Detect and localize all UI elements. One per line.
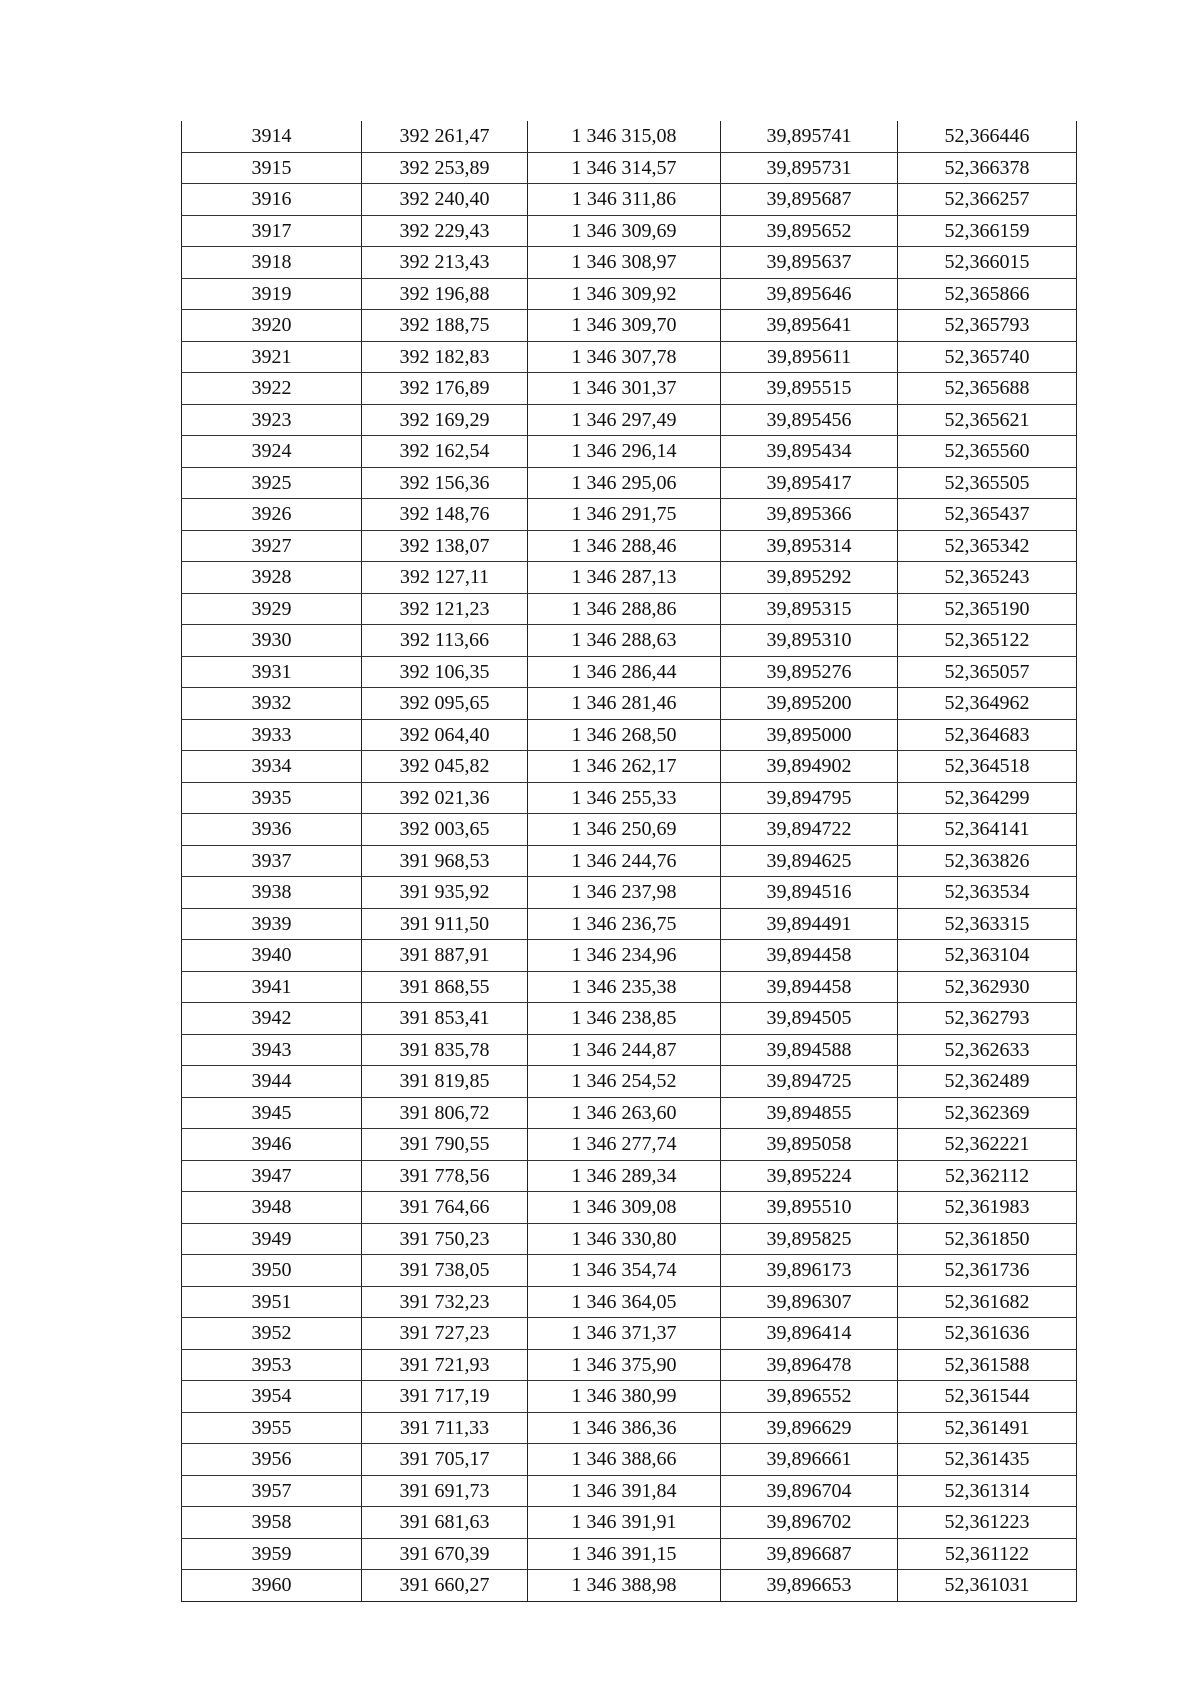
latitude-cell: 52,365688: [898, 373, 1077, 405]
latitude-cell: 52,364683: [898, 719, 1077, 751]
table-row: [182, 782, 1077, 814]
latitude-cell: 52,365866: [898, 278, 1077, 310]
latitude-cell: 52,365342: [898, 530, 1077, 562]
x-coordinate-cell: 392 162,54: [362, 436, 528, 468]
y-coordinate-cell: 1 346 237,98: [528, 877, 721, 909]
y-coordinate-cell: 1 346 295,06: [528, 467, 721, 499]
latitude-cell: 52,362369: [898, 1097, 1077, 1129]
x-coordinate-cell: 392 064,40: [362, 719, 528, 751]
longitude-cell: 39,895224: [721, 1160, 898, 1192]
longitude-cell: 39,896552: [721, 1381, 898, 1413]
point-number-cell: 3958: [182, 1507, 362, 1539]
longitude-cell: 39,895456: [721, 404, 898, 436]
point-number-cell: 3933: [182, 719, 362, 751]
y-coordinate-cell: 1 346 388,98: [528, 1570, 721, 1602]
y-coordinate-cell: 1 346 309,92: [528, 278, 721, 310]
y-coordinate-cell: 1 346 255,33: [528, 782, 721, 814]
y-coordinate-cell: 1 346 288,46: [528, 530, 721, 562]
y-coordinate-cell: 1 346 297,49: [528, 404, 721, 436]
point-number-cell: 3923: [182, 404, 362, 436]
table-row: [182, 1286, 1077, 1318]
table-row: [182, 656, 1077, 688]
x-coordinate-cell: 391 835,78: [362, 1034, 528, 1066]
point-number-cell: 3932: [182, 688, 362, 720]
y-coordinate-cell: 1 346 380,99: [528, 1381, 721, 1413]
latitude-cell: 52,365740: [898, 341, 1077, 373]
x-coordinate-cell: 392 003,65: [362, 814, 528, 846]
longitude-cell: 39,896478: [721, 1349, 898, 1381]
latitude-cell: 52,365057: [898, 656, 1077, 688]
longitude-cell: 39,894458: [721, 971, 898, 1003]
x-coordinate-cell: 392 095,65: [362, 688, 528, 720]
latitude-cell: 52,363534: [898, 877, 1077, 909]
point-number-cell: 3921: [182, 341, 362, 373]
x-coordinate-cell: 391 670,39: [362, 1538, 528, 1570]
table-row: [182, 1160, 1077, 1192]
point-number-cell: 3944: [182, 1066, 362, 1098]
latitude-cell: 52,364962: [898, 688, 1077, 720]
x-coordinate-cell: 391 935,92: [362, 877, 528, 909]
table-row: [182, 467, 1077, 499]
x-coordinate-cell: 392 156,36: [362, 467, 528, 499]
point-number-cell: 3941: [182, 971, 362, 1003]
y-coordinate-cell: 1 346 311,86: [528, 184, 721, 216]
point-number-cell: 3916: [182, 184, 362, 216]
table-row: [182, 625, 1077, 657]
latitude-cell: 52,365190: [898, 593, 1077, 625]
latitude-cell: 52,366378: [898, 152, 1077, 184]
latitude-cell: 52,365437: [898, 499, 1077, 531]
table-row: [182, 1507, 1077, 1539]
y-coordinate-cell: 1 346 234,96: [528, 940, 721, 972]
latitude-cell: 52,365243: [898, 562, 1077, 594]
x-coordinate-cell: 391 705,17: [362, 1444, 528, 1476]
table-row: [182, 1412, 1077, 1444]
y-coordinate-cell: 1 346 288,63: [528, 625, 721, 657]
point-number-cell: 3922: [182, 373, 362, 405]
y-coordinate-cell: 1 346 330,80: [528, 1223, 721, 1255]
longitude-cell: 39,896629: [721, 1412, 898, 1444]
table-row: [182, 436, 1077, 468]
y-coordinate-cell: 1 346 254,52: [528, 1066, 721, 1098]
longitude-cell: 39,896687: [721, 1538, 898, 1570]
longitude-cell: 39,895434: [721, 436, 898, 468]
x-coordinate-cell: 391 887,91: [362, 940, 528, 972]
point-number-cell: 3929: [182, 593, 362, 625]
longitude-cell: 39,896653: [721, 1570, 898, 1602]
x-coordinate-cell: 391 790,55: [362, 1129, 528, 1161]
longitude-cell: 39,895200: [721, 688, 898, 720]
x-coordinate-cell: 392 213,43: [362, 247, 528, 279]
longitude-cell: 39,895652: [721, 215, 898, 247]
x-coordinate-cell: 392 121,23: [362, 593, 528, 625]
x-coordinate-cell: 392 138,07: [362, 530, 528, 562]
longitude-cell: 39,895292: [721, 562, 898, 594]
x-coordinate-cell: 391 853,41: [362, 1003, 528, 1035]
longitude-cell: 39,894855: [721, 1097, 898, 1129]
table-row: [182, 184, 1077, 216]
x-coordinate-cell: 391 968,53: [362, 845, 528, 877]
x-coordinate-cell: 392 176,89: [362, 373, 528, 405]
point-number-cell: 3935: [182, 782, 362, 814]
point-number-cell: 3959: [182, 1538, 362, 1570]
table-row: [182, 373, 1077, 405]
y-coordinate-cell: 1 346 309,08: [528, 1192, 721, 1224]
longitude-cell: 39,894625: [721, 845, 898, 877]
table-row: [182, 814, 1077, 846]
y-coordinate-cell: 1 346 309,70: [528, 310, 721, 342]
table-row: [182, 908, 1077, 940]
latitude-cell: 52,366159: [898, 215, 1077, 247]
longitude-cell: 39,894795: [721, 782, 898, 814]
x-coordinate-cell: 392 261,47: [362, 121, 528, 152]
point-number-cell: 3940: [182, 940, 362, 972]
table-row: [182, 121, 1077, 152]
table-row: [182, 247, 1077, 279]
point-number-cell: 3928: [182, 562, 362, 594]
point-number-cell: 3953: [182, 1349, 362, 1381]
x-coordinate-cell: 392 113,66: [362, 625, 528, 657]
table-row: [182, 152, 1077, 184]
y-coordinate-cell: 1 346 307,78: [528, 341, 721, 373]
table-row: [182, 1192, 1077, 1224]
x-coordinate-cell: 392 253,89: [362, 152, 528, 184]
point-number-cell: 3943: [182, 1034, 362, 1066]
latitude-cell: 52,363826: [898, 845, 1077, 877]
longitude-cell: 39,896704: [721, 1475, 898, 1507]
table-row: [182, 1538, 1077, 1570]
y-coordinate-cell: 1 346 386,36: [528, 1412, 721, 1444]
y-coordinate-cell: 1 346 315,08: [528, 121, 721, 152]
longitude-cell: 39,894458: [721, 940, 898, 972]
table-row: [182, 562, 1077, 594]
point-number-cell: 3952: [182, 1318, 362, 1350]
point-number-cell: 3930: [182, 625, 362, 657]
y-coordinate-cell: 1 346 238,85: [528, 1003, 721, 1035]
x-coordinate-cell: 392 148,76: [362, 499, 528, 531]
table-row: [182, 688, 1077, 720]
coordinates-table-body: [182, 121, 1077, 1601]
x-coordinate-cell: 392 106,35: [362, 656, 528, 688]
x-coordinate-cell: 391 868,55: [362, 971, 528, 1003]
point-number-cell: 3934: [182, 751, 362, 783]
point-number-cell: 3951: [182, 1286, 362, 1318]
latitude-cell: 52,361736: [898, 1255, 1077, 1287]
y-coordinate-cell: 1 346 296,14: [528, 436, 721, 468]
latitude-cell: 52,365505: [898, 467, 1077, 499]
table-row: [182, 1066, 1077, 1098]
y-coordinate-cell: 1 346 286,44: [528, 656, 721, 688]
table-row: [182, 1223, 1077, 1255]
longitude-cell: 39,895741: [721, 121, 898, 152]
latitude-cell: 52,361435: [898, 1444, 1077, 1476]
point-number-cell: 3915: [182, 152, 362, 184]
latitude-cell: 52,366257: [898, 184, 1077, 216]
x-coordinate-cell: 392 240,40: [362, 184, 528, 216]
longitude-cell: 39,895646: [721, 278, 898, 310]
longitude-cell: 39,895510: [721, 1192, 898, 1224]
x-coordinate-cell: 391 778,56: [362, 1160, 528, 1192]
y-coordinate-cell: 1 346 263,60: [528, 1097, 721, 1129]
point-number-cell: 3937: [182, 845, 362, 877]
point-number-cell: 3924: [182, 436, 362, 468]
table-row: [182, 499, 1077, 531]
longitude-cell: 39,896661: [721, 1444, 898, 1476]
x-coordinate-cell: 392 127,11: [362, 562, 528, 594]
y-coordinate-cell: 1 346 288,86: [528, 593, 721, 625]
point-number-cell: 3956: [182, 1444, 362, 1476]
y-coordinate-cell: 1 346 287,13: [528, 562, 721, 594]
table-row: [182, 593, 1077, 625]
coordinates-table: [181, 121, 1077, 1602]
table-row: [182, 404, 1077, 436]
table-row: [182, 1475, 1077, 1507]
x-coordinate-cell: 391 806,72: [362, 1097, 528, 1129]
y-coordinate-cell: 1 346 250,69: [528, 814, 721, 846]
longitude-cell: 39,895000: [721, 719, 898, 751]
latitude-cell: 52,362633: [898, 1034, 1077, 1066]
latitude-cell: 52,361122: [898, 1538, 1077, 1570]
longitude-cell: 39,896307: [721, 1286, 898, 1318]
y-coordinate-cell: 1 346 371,37: [528, 1318, 721, 1350]
y-coordinate-cell: 1 346 268,50: [528, 719, 721, 751]
longitude-cell: 39,895687: [721, 184, 898, 216]
latitude-cell: 52,363104: [898, 940, 1077, 972]
table-row: [182, 1318, 1077, 1350]
table-row: [182, 1349, 1077, 1381]
x-coordinate-cell: 392 045,82: [362, 751, 528, 783]
y-coordinate-cell: 1 346 291,75: [528, 499, 721, 531]
y-coordinate-cell: 1 346 375,90: [528, 1349, 721, 1381]
table-row: [182, 341, 1077, 373]
x-coordinate-cell: 392 169,29: [362, 404, 528, 436]
table-row: [182, 278, 1077, 310]
longitude-cell: 39,895276: [721, 656, 898, 688]
point-number-cell: 3939: [182, 908, 362, 940]
y-coordinate-cell: 1 346 308,97: [528, 247, 721, 279]
latitude-cell: 52,366446: [898, 121, 1077, 152]
y-coordinate-cell: 1 346 314,57: [528, 152, 721, 184]
table-row: [182, 1381, 1077, 1413]
latitude-cell: 52,362930: [898, 971, 1077, 1003]
x-coordinate-cell: 391 721,93: [362, 1349, 528, 1381]
table-row: [182, 751, 1077, 783]
y-coordinate-cell: 1 346 391,91: [528, 1507, 721, 1539]
y-coordinate-cell: 1 346 244,76: [528, 845, 721, 877]
latitude-cell: 52,365122: [898, 625, 1077, 657]
table-row: [182, 940, 1077, 972]
longitude-cell: 39,895417: [721, 467, 898, 499]
point-number-cell: 3914: [182, 121, 362, 152]
x-coordinate-cell: 392 021,36: [362, 782, 528, 814]
point-number-cell: 3950: [182, 1255, 362, 1287]
y-coordinate-cell: 1 346 391,84: [528, 1475, 721, 1507]
latitude-cell: 52,365621: [898, 404, 1077, 436]
point-number-cell: 3947: [182, 1160, 362, 1192]
point-number-cell: 3954: [182, 1381, 362, 1413]
longitude-cell: 39,895611: [721, 341, 898, 373]
table-row: [182, 1570, 1077, 1602]
longitude-cell: 39,894491: [721, 908, 898, 940]
latitude-cell: 52,361031: [898, 1570, 1077, 1602]
point-number-cell: 3945: [182, 1097, 362, 1129]
x-coordinate-cell: 391 660,27: [362, 1570, 528, 1602]
longitude-cell: 39,894722: [721, 814, 898, 846]
point-number-cell: 3946: [182, 1129, 362, 1161]
longitude-cell: 39,894588: [721, 1034, 898, 1066]
y-coordinate-cell: 1 346 244,87: [528, 1034, 721, 1066]
x-coordinate-cell: 391 732,23: [362, 1286, 528, 1318]
table-row: [182, 1129, 1077, 1161]
point-number-cell: 3948: [182, 1192, 362, 1224]
latitude-cell: 52,365793: [898, 310, 1077, 342]
longitude-cell: 39,895515: [721, 373, 898, 405]
table-row: [182, 719, 1077, 751]
table-row: [182, 530, 1077, 562]
latitude-cell: 52,361983: [898, 1192, 1077, 1224]
y-coordinate-cell: 1 346 364,05: [528, 1286, 721, 1318]
y-coordinate-cell: 1 346 354,74: [528, 1255, 721, 1287]
table-row: [182, 1003, 1077, 1035]
latitude-cell: 52,364299: [898, 782, 1077, 814]
latitude-cell: 52,362489: [898, 1066, 1077, 1098]
point-number-cell: 3925: [182, 467, 362, 499]
longitude-cell: 39,894725: [721, 1066, 898, 1098]
x-coordinate-cell: 392 196,88: [362, 278, 528, 310]
x-coordinate-cell: 391 711,33: [362, 1412, 528, 1444]
x-coordinate-cell: 391 819,85: [362, 1066, 528, 1098]
table-row: [182, 971, 1077, 1003]
latitude-cell: 52,361636: [898, 1318, 1077, 1350]
longitude-cell: 39,894516: [721, 877, 898, 909]
point-number-cell: 3917: [182, 215, 362, 247]
longitude-cell: 39,896702: [721, 1507, 898, 1539]
point-number-cell: 3931: [182, 656, 362, 688]
longitude-cell: 39,896414: [721, 1318, 898, 1350]
x-coordinate-cell: 391 691,73: [362, 1475, 528, 1507]
point-number-cell: 3918: [182, 247, 362, 279]
y-coordinate-cell: 1 346 262,17: [528, 751, 721, 783]
table-row: [182, 1097, 1077, 1129]
table-row: [182, 1444, 1077, 1476]
y-coordinate-cell: 1 346 388,66: [528, 1444, 721, 1476]
x-coordinate-cell: 391 717,19: [362, 1381, 528, 1413]
x-coordinate-cell: 391 911,50: [362, 908, 528, 940]
point-number-cell: 3955: [182, 1412, 362, 1444]
x-coordinate-cell: 391 681,63: [362, 1507, 528, 1539]
table-row: [182, 310, 1077, 342]
longitude-cell: 39,894902: [721, 751, 898, 783]
latitude-cell: 52,361588: [898, 1349, 1077, 1381]
longitude-cell: 39,895315: [721, 593, 898, 625]
y-coordinate-cell: 1 346 391,15: [528, 1538, 721, 1570]
y-coordinate-cell: 1 346 277,74: [528, 1129, 721, 1161]
x-coordinate-cell: 391 750,23: [362, 1223, 528, 1255]
table-row: [182, 1255, 1077, 1287]
x-coordinate-cell: 391 764,66: [362, 1192, 528, 1224]
point-number-cell: 3920: [182, 310, 362, 342]
latitude-cell: 52,361544: [898, 1381, 1077, 1413]
x-coordinate-cell: 391 727,23: [362, 1318, 528, 1350]
x-coordinate-cell: 392 182,83: [362, 341, 528, 373]
longitude-cell: 39,895825: [721, 1223, 898, 1255]
point-number-cell: 3949: [182, 1223, 362, 1255]
x-coordinate-cell: 391 738,05: [362, 1255, 528, 1287]
y-coordinate-cell: 1 346 309,69: [528, 215, 721, 247]
table-row: [182, 215, 1077, 247]
latitude-cell: 52,362221: [898, 1129, 1077, 1161]
point-number-cell: 3942: [182, 1003, 362, 1035]
latitude-cell: 52,364518: [898, 751, 1077, 783]
latitude-cell: 52,362112: [898, 1160, 1077, 1192]
latitude-cell: 52,361223: [898, 1507, 1077, 1539]
longitude-cell: 39,895637: [721, 247, 898, 279]
longitude-cell: 39,895310: [721, 625, 898, 657]
table-row: [182, 845, 1077, 877]
latitude-cell: 52,361682: [898, 1286, 1077, 1318]
point-number-cell: 3919: [182, 278, 362, 310]
longitude-cell: 39,895314: [721, 530, 898, 562]
latitude-cell: 52,365560: [898, 436, 1077, 468]
y-coordinate-cell: 1 346 235,38: [528, 971, 721, 1003]
y-coordinate-cell: 1 346 289,34: [528, 1160, 721, 1192]
latitude-cell: 52,364141: [898, 814, 1077, 846]
latitude-cell: 52,363315: [898, 908, 1077, 940]
latitude-cell: 52,362793: [898, 1003, 1077, 1035]
longitude-cell: 39,895731: [721, 152, 898, 184]
latitude-cell: 52,366015: [898, 247, 1077, 279]
x-coordinate-cell: 392 229,43: [362, 215, 528, 247]
point-number-cell: 3957: [182, 1475, 362, 1507]
table-row: [182, 877, 1077, 909]
longitude-cell: 39,896173: [721, 1255, 898, 1287]
point-number-cell: 3960: [182, 1570, 362, 1602]
y-coordinate-cell: 1 346 236,75: [528, 908, 721, 940]
y-coordinate-cell: 1 346 281,46: [528, 688, 721, 720]
longitude-cell: 39,895366: [721, 499, 898, 531]
y-coordinate-cell: 1 346 301,37: [528, 373, 721, 405]
point-number-cell: 3926: [182, 499, 362, 531]
longitude-cell: 39,895641: [721, 310, 898, 342]
longitude-cell: 39,894505: [721, 1003, 898, 1035]
x-coordinate-cell: 392 188,75: [362, 310, 528, 342]
latitude-cell: 52,361850: [898, 1223, 1077, 1255]
point-number-cell: 3927: [182, 530, 362, 562]
longitude-cell: 39,895058: [721, 1129, 898, 1161]
latitude-cell: 52,361314: [898, 1475, 1077, 1507]
table-row: [182, 1034, 1077, 1066]
point-number-cell: 3936: [182, 814, 362, 846]
latitude-cell: 52,361491: [898, 1412, 1077, 1444]
point-number-cell: 3938: [182, 877, 362, 909]
